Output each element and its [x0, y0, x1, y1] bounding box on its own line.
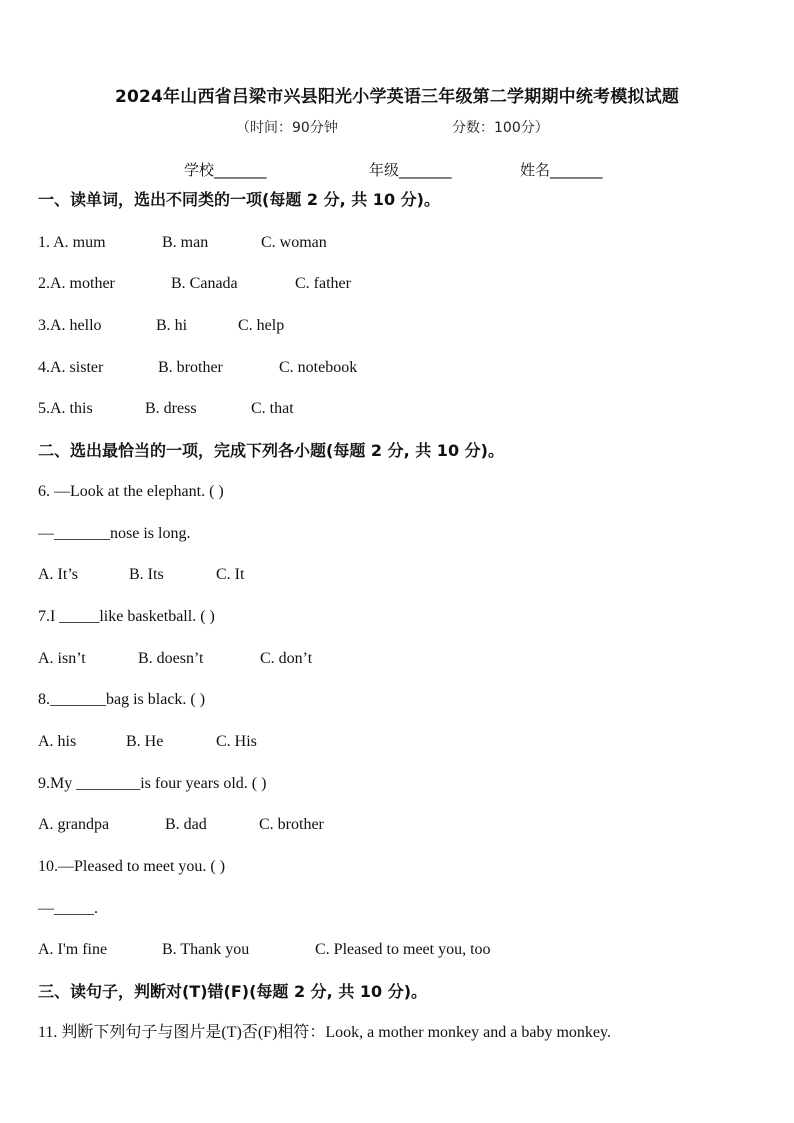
question-number: 3.	[38, 317, 50, 334]
option-a: A. It’s	[38, 566, 78, 583]
question-4	[38, 358, 358, 378]
question-8-options	[38, 732, 257, 752]
section-1-heading: 一、读单词，选出不同类的一项(每题 2 分, 共 10 分)。	[38, 190, 440, 209]
option-c: C. father	[295, 275, 351, 292]
option-c: C. brother	[259, 816, 324, 833]
option-a: A. his	[38, 733, 77, 750]
name-field: 姓名_______	[520, 161, 603, 179]
question-9-options	[38, 815, 324, 835]
option-a: A. grandpa	[38, 816, 110, 833]
question-5	[38, 399, 294, 419]
option-c: C. It	[216, 566, 245, 583]
question-10-options	[38, 940, 491, 960]
section-3-heading: 三、读句子，判断对(T)错(F)(每题 2 分, 共 10 分)。	[38, 982, 428, 1001]
question-10-response: —_____.	[38, 900, 98, 917]
question-2	[38, 274, 351, 294]
question-7-stem: 7.I _____like basketball. ( )	[38, 608, 215, 625]
option-b: B. doesn’t	[138, 650, 204, 667]
question-number: 1.	[38, 234, 54, 251]
option-c: C. that	[251, 400, 294, 417]
option-b: B. He	[126, 733, 164, 750]
option-b: B. dad	[165, 816, 207, 833]
question-number: 4.	[38, 359, 50, 376]
option-b: B. brother	[158, 359, 223, 376]
page-title: 2024年山西省吕梁市兴县阳光小学英语三年级第二学期期中统考模拟试题	[114, 87, 680, 107]
question-10-stem: 10.—Pleased to meet you. ( )	[38, 858, 226, 875]
option-b: B. dress	[145, 400, 197, 417]
option-a: A. I'm fine	[38, 941, 108, 958]
question-7-options	[38, 649, 313, 669]
option-c: C. Pleased to meet you, too	[315, 941, 491, 958]
option-b: B. Thank you	[162, 941, 250, 958]
question-11: 11. 判断下列句子与图片是(T)否(F)相符：Look, a mother monkey and a baby monkey.	[38, 1024, 611, 1041]
grade-field: 年级_______	[369, 161, 452, 179]
option-c: C. woman	[261, 234, 327, 251]
option-b: B. Its	[129, 566, 164, 583]
school-field: 学校_______	[184, 161, 267, 179]
question-number: 5.	[38, 400, 50, 417]
option-b: B. Canada	[171, 275, 238, 292]
option-a: A. this	[50, 400, 93, 417]
option-c: C. notebook	[279, 359, 358, 376]
option-b: B. man	[162, 234, 209, 251]
option-a: A. mother	[50, 275, 115, 292]
option-c: C. don’t	[260, 650, 313, 667]
option-a: A. isn’t	[38, 650, 86, 667]
question-9-stem: 9.My ________is four years old. ( )	[38, 775, 267, 792]
option-a: A. mum	[53, 234, 106, 251]
exam-time: （时间：90分钟	[236, 120, 338, 136]
question-3	[38, 316, 285, 336]
option-a: A. hello	[50, 317, 102, 334]
option-c: C. His	[216, 733, 257, 750]
option-c: C. help	[238, 317, 285, 334]
option-b: B. hi	[156, 317, 188, 334]
option-a: A. sister	[50, 359, 104, 376]
section-2-heading: 二、选出最恰当的一项，完成下列各小题(每题 2 分, 共 10 分)。	[38, 441, 504, 460]
question-6-options	[38, 565, 245, 585]
question-8-stem: 8._______bag is black. ( )	[38, 691, 206, 708]
question-1	[38, 233, 327, 253]
question-6-response: —_______nose is long.	[38, 525, 191, 542]
question-6-stem: 6. —Look at the elephant. ( )	[38, 483, 224, 500]
question-number: 2.	[38, 275, 50, 292]
exam-score: 分数：100分）	[452, 120, 549, 136]
